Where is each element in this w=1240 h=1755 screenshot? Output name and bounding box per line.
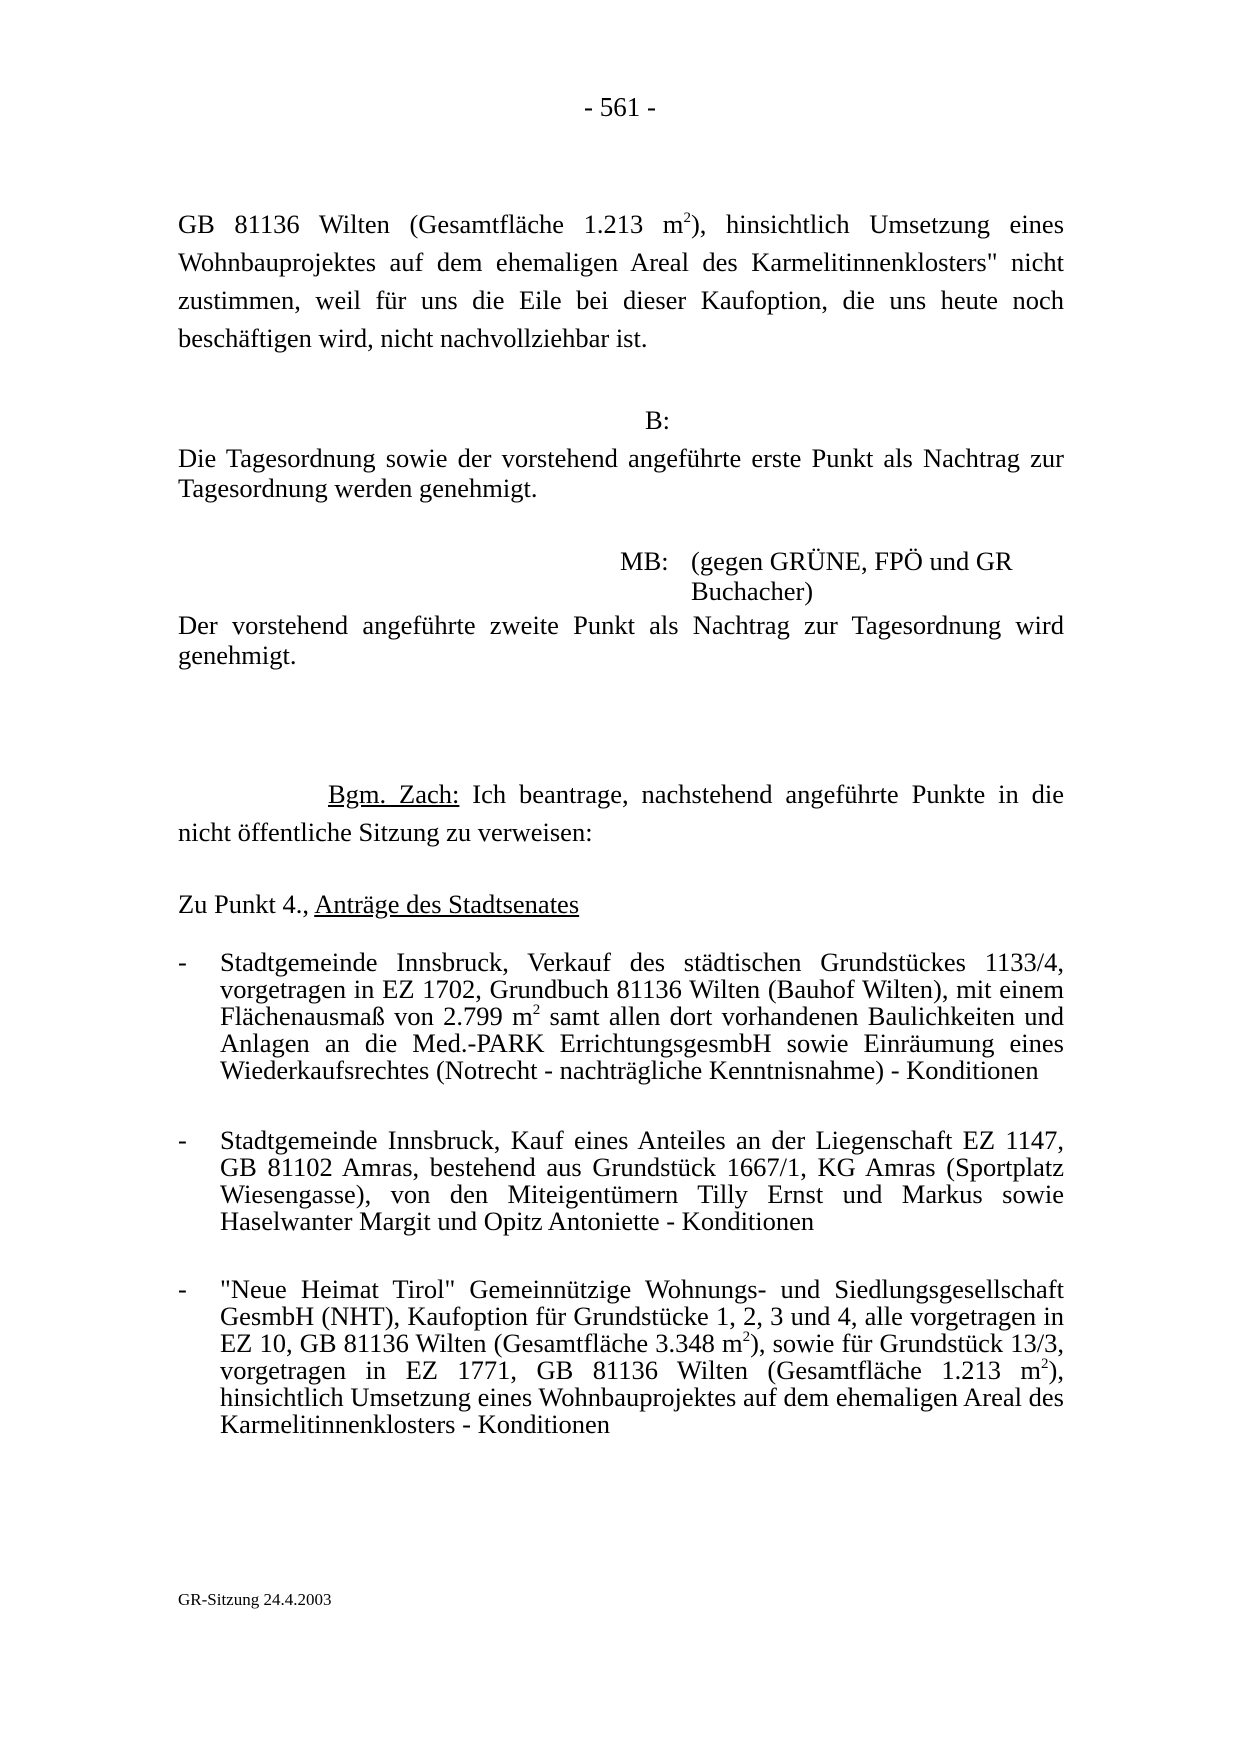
paragraph-mayor-motion (178, 775, 1064, 851)
list-item-3-part3: ), hinsichtlich Umsetzung eines Wohnbauprojektes auf dem ehemaligen Areal des Karmelitinnenklosters - Konditionen (220, 1355, 1064, 1439)
page-number: - 561 - (584, 92, 656, 122)
indent-spacer (178, 779, 328, 809)
list-item (178, 1127, 1064, 1235)
superscript-2: 2 (683, 210, 691, 226)
list-item-content (178, 1127, 1064, 1235)
superscript-2: 2 (1041, 1356, 1049, 1372)
list-item (178, 949, 1064, 1084)
majority-decision-text: (gegen GRÜNE, FPÖ und GR Buchacher) (691, 546, 1013, 606)
agenda-point-heading (178, 885, 1064, 923)
speaker-name: Bgm. Zach: (328, 779, 460, 809)
section-heading-b: B: (645, 405, 671, 435)
paragraph-agenda-approved: Die Tagesordnung sowie der vorstehend angeführte erste Punkt als Nachtrag zur Tagesordnung werden genehmigt. (178, 443, 1064, 503)
motion-text: Ich beantrage, nachstehend angeführte Punkte in die nicht öffentliche Sitzung zu verweisen: (178, 779, 1064, 847)
list-item-2-text: Stadtgemeinde Innsbruck, Kauf eines Anteiles an der Liegenschaft EZ 1147, GB 81102 Amras, bestehend aus Grundstück 1667/1, KG Amras (Sportplatz Wiesengasse), von den Miteigentümern Tilly Ernst und Markus sowie Haselwanter Margit und Opitz Antoniette - Konditionen (220, 1125, 1064, 1236)
agenda-point-title: Anträge des Stadtsenates (314, 889, 580, 919)
paragraph-objection-part2: ), hinsichtlich Umsetzung eines Wohnbauprojektes auf dem ehemaligen Areal des Karmelitinnenklosters" nicht zustimmen, weil für uns die Eile bei dieser Kaufoption, die uns heute noch beschäftigen wird, nicht nachvollziehbar ist. (178, 209, 1065, 353)
paragraph-objection (178, 205, 1064, 357)
list-dash: - (178, 1125, 187, 1155)
footer-session-date: GR-Sitzung 24.4.2003 (178, 1590, 332, 1609)
list-item-3-part1: "Neue Heimat Tirol" Gemeinnützige Wohnungs- und Siedlungsgesellschaft GesmbH (NHT), Kaufoption für Grundstücke 1, 2, 3 und 4, alle vorgetragen in EZ 10, GB 81136 Wilten (Gesamtfläche 3.348 m (220, 1274, 1064, 1358)
list-dash: - (178, 947, 187, 977)
list-item-1-part2: samt allen dort vorhandenen Baulichkeiten und Anlagen an die Med.-PARK ErrichtungsgesmbH sowie Einräumung eines Wiederkaufsrechtes (Notrecht - nachträgliche Kenntnisnahme) - Konditionen (220, 1001, 1064, 1085)
paragraph-second-item-approved: Der vorstehend angeführte zweite Punkt als Nachtrag zur Tagesordnung wird genehmigt. (178, 610, 1064, 670)
majority-decision-label: MB: (620, 546, 669, 576)
superscript-2: 2 (532, 1002, 541, 1018)
list-item-content (178, 949, 1064, 1084)
list-dash: - (178, 1274, 187, 1304)
list-item-content (178, 1276, 1064, 1438)
superscript-2: 2 (742, 1329, 751, 1345)
agenda-point-prefix: Zu Punkt 4., (178, 889, 315, 919)
list-item (178, 1276, 1064, 1438)
paragraph-objection-part1: GB 81136 Wilten (Gesamtfläche 1.213 m (178, 209, 684, 239)
list-item-3-part2: ), sowie für Grundstück 13/3, vorgetragen in EZ 1771, GB 81136 Wilten (Gesamtfläche 1.213 m (220, 1328, 1065, 1385)
list-item-1-part1: Stadtgemeinde Innsbruck, Verkauf des städtischen Grundstückes 1133/4, vorgetragen in EZ 1702, Grundbuch 81136 Wilten (Bauhof Wilten), mit einem Flächenausmaß von 2.799 m (220, 947, 1064, 1031)
